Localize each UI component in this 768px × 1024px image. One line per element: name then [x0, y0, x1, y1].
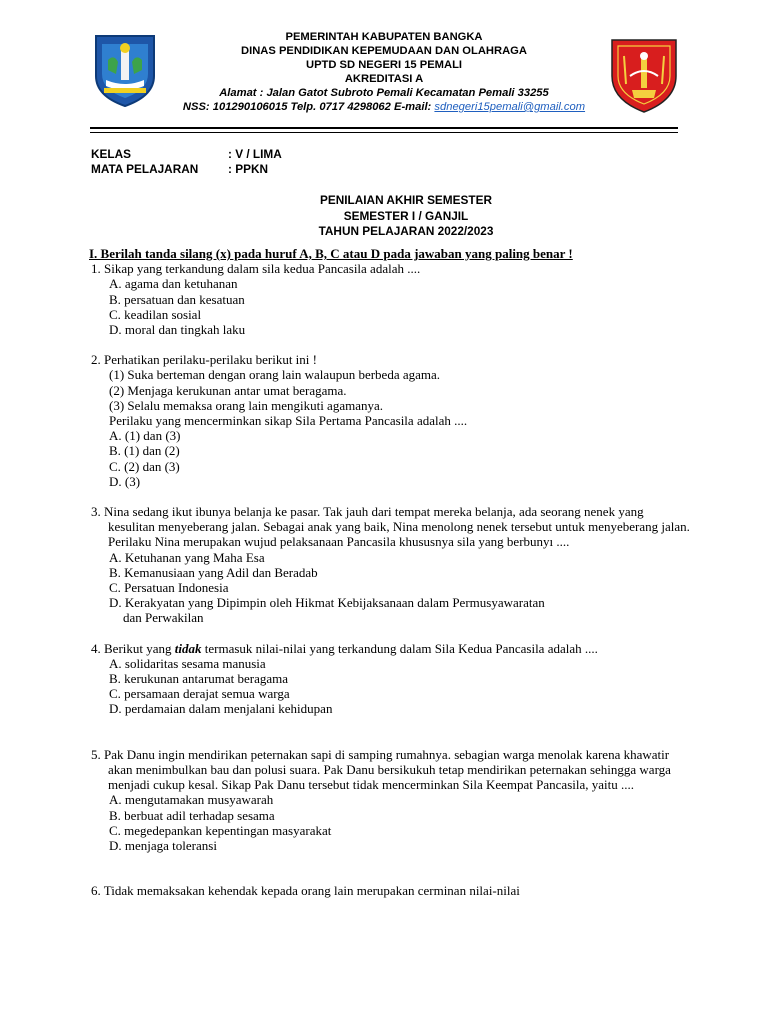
- letterhead: [90, 28, 680, 128]
- q2-option-d: D. (3): [109, 473, 141, 489]
- kelas-value: : V / LIMA: [228, 147, 282, 161]
- q3-option-c: C. Persatuan Indonesia: [109, 580, 229, 596]
- question-5-text: 5. Pak Danu ingin mendirikan peternakan sapi di samping rumahnya. sebagian warga menolak karena khawatir akan menimbulkan bau dan polusi suara. Pak Danu bersikukuh tetap mendirikan peternakan sehingga warga menjadi cukup kesal. Sikap Pak Danu tersebut tidak mencerminkan Sila Keempat Pancasila, yaitu ....: [91, 746, 671, 793]
- kelas-label: KELAS: [91, 147, 131, 161]
- q4-option-b: B. kerukunan antarumat beragama: [109, 671, 289, 687]
- q1-option-d: D. moral dan tingkah laku: [109, 322, 246, 338]
- kabupaten-bangka-emblem-icon: [90, 30, 160, 108]
- q4-option-a: A. solidaritas sesama manusia: [109, 655, 266, 671]
- school-shield-emblem-icon: [608, 36, 680, 114]
- question-2: [91, 352, 691, 489]
- q4-text-post: termasuk nilai-nilai yang terkandung dalam Sila Kedua Pancasila adalah ....: [201, 640, 598, 656]
- question-6-text: 6. Tidak memaksakan kehendak kepada orang lain merupakan cerminan nilai-nilai: [91, 883, 520, 899]
- q5-option-b: B. berbuat adil terhadap sesama: [109, 807, 275, 823]
- mapel-label: MATA PELAJARAN: [91, 162, 199, 176]
- letterhead-rule-thick: [90, 127, 678, 129]
- q3-option-d-line1: D. Kerakyatan yang Dipimpin oleh Hikmat Kebijaksanaan dalam Permusyawaratan: [109, 595, 545, 611]
- mapel-row: [91, 162, 282, 177]
- q2-option-a: A. (1) dan (3): [109, 428, 181, 444]
- question-6: [91, 883, 691, 898]
- q2-statement-3: (3) Selalu memaksa orang lain mengikuti agamanya.: [109, 397, 383, 413]
- q1-option-b: B. persatuan dan kesatuan: [109, 291, 245, 307]
- q3-option-a: A. Ketuhanan yang Maha Esa: [109, 549, 265, 565]
- q2-option-c: C. (2) dan (3): [109, 458, 180, 474]
- q3-option-d-line2: dan Perwakilan: [123, 610, 204, 626]
- q2-statement-1: (1) Suka berteman dengan orang lain walaupun berbeda agama.: [109, 367, 441, 383]
- q5-option-a: A. mengutamakan musyawarah: [109, 792, 274, 808]
- student-info: [91, 147, 282, 177]
- header-line-2: DINAS PENDIDIKAN KEPEMUDAAN DAN OLAHRAGA: [241, 45, 527, 57]
- header-line-3: UPTD SD NEGERI 15 PEMALI: [305, 59, 463, 71]
- q2-prompt: Perilaku yang mencerminkan sikap Sila Pertama Pancasila adalah ....: [109, 413, 468, 429]
- q3-option-d: [91, 595, 691, 625]
- q2-statement-2: (2) Menjaga kerukunan antar umat beragama.: [109, 382, 347, 398]
- q1-option-a: A. agama dan ketuhanan: [109, 276, 238, 292]
- mapel-value: : PPKN: [228, 162, 268, 176]
- title-line-3: TAHUN PELAJARAN 2022/2023: [318, 224, 494, 238]
- header-contact: [162, 100, 606, 114]
- header-contact-text: NSS: 101290106015 Telp. 0717 4298062 E-mail:: [182, 101, 435, 113]
- questions: [91, 246, 691, 898]
- email-link[interactable]: sdnegeri15pemali@gmail.com: [434, 101, 586, 113]
- question-4: [91, 641, 691, 717]
- header-address: Alamat : Jalan Gatot Subroto Pemali Kecamatan Pemali 33255: [219, 87, 549, 99]
- q5-option-d: D. menjaga toleransi: [109, 837, 217, 853]
- question-3-text: 3. Nina sedang ikut ibunya belanja ke pasar. Tak jauh dari tempat mereka belanja, ada seorang nenek yang kesulitan menyeberang jalan. Sebagai anak yang baik, Nina menolong nenek tersebut untuk menyeberang jalan. Perilaku Nina merupakan wujud pelaksanaan Pancasila khususnya sila yang berbunyı ....: [91, 504, 690, 550]
- question-3: [91, 504, 691, 626]
- question-2-text: 2. Perhatikan perilaku-perilaku berikut ini !: [91, 352, 317, 368]
- exam-title: [230, 193, 582, 240]
- question-5: [91, 747, 691, 853]
- question-4-text: [91, 641, 691, 656]
- title-line-2: SEMESTER I / GANJIL: [343, 208, 469, 223]
- header-line-1: PEMERINTAH KABUPATEN BANGKA: [285, 31, 483, 43]
- q4-option-d: D. perdamaian dalam menjalani kehidupan: [109, 701, 333, 717]
- letterhead-rule-thin: [90, 132, 678, 133]
- title-line-1: PENILAIAN AKHIR SEMESTER: [320, 193, 492, 207]
- question-1-text: 1. Sikap yang terkandung dalam sila kedua Pancasila adalah ....: [91, 261, 421, 277]
- q2-option-b: B. (1) dan (2): [109, 443, 180, 459]
- kelas-row: [91, 147, 282, 162]
- letterhead-text: [162, 30, 606, 114]
- instruction: I. Berilah tanda silang (x) pada huruf A, B, C atau D pada jawaban yang paling benar !: [89, 246, 573, 261]
- q4-text-pre: 4. Berikut yang: [91, 640, 175, 656]
- q4-text-emphasis: tidak: [174, 640, 202, 656]
- header-line-4: AKREDITASI A: [344, 73, 424, 85]
- question-1: [91, 261, 691, 337]
- q3-option-b: B. Kemanusiaan yang Adil dan Beradab: [109, 564, 318, 580]
- q1-option-c: C. keadilan sosial: [109, 306, 202, 322]
- q4-option-c: C. persamaan derajat semua warga: [109, 686, 290, 702]
- q5-option-c: C. megedepankan kepentingan masyarakat: [109, 822, 332, 838]
